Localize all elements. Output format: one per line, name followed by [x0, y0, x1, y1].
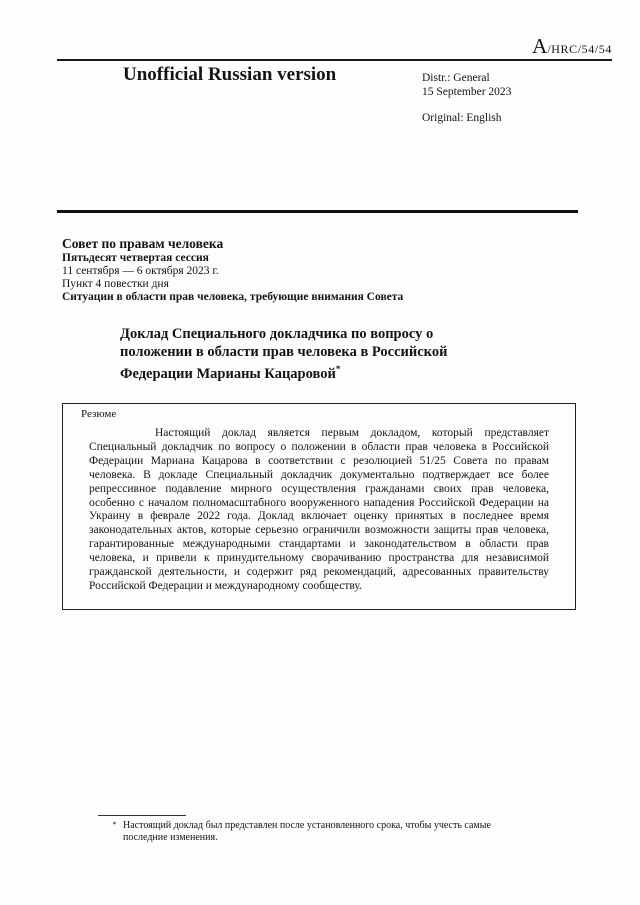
footnote-text: Настоящий доклад был представлен после установленного срока, чтобы учесть самые последние изменения.: [123, 820, 491, 843]
summary-paragraph: Настоящий доклад является первым докладом, который представляет Специальный докладчик по вопросу о положении в области прав человека в Российской Федерации Мариана Кацарова в соответствии с резолюцией 51/25 Совета по правам человека. В докладе Специальный докладчик документально подтверждает все более репрессивное подавление мирного осуществления гражданами своих прав человека, особенно с началом полномасштабного вооруженного нападения Российской Федерации на Украину в феврале 2022 года. Доклад включает оценку принятых в последнее время законодательных актов, которые серьезно ограничили возможности защиты прав человека, гарантированные международными стандартами и законодательством в области прав человека, и привели к принудительному сворачиванию пространства для независимой гражданской деятельности, и содержит ряд рекомендаций, адресованных правительству Российской Федерации и международному сообществу.: [89, 427, 549, 592]
distribution-date: 15 September 2023: [422, 85, 512, 98]
document-symbol: [532, 34, 612, 59]
distribution-type: Distr.: General: [422, 72, 490, 84]
footnote-divider-line: [98, 815, 186, 816]
document-symbol-rest: /HRC/54/54: [547, 42, 612, 56]
report-title-text: Доклад Специального докладчика по вопросу о положении в области прав человека в Российской Федерации Марианы Кацаровой: [120, 326, 448, 382]
council-name: Совет по правам человека: [62, 236, 224, 251]
session-dates: 11 сентября — 6 октября 2023 г.: [62, 265, 219, 277]
footnote-marker: *: [112, 820, 117, 829]
original-language: Original: English: [422, 112, 502, 124]
title-footnote-marker: *: [335, 364, 341, 374]
section-divider-line: [57, 210, 578, 213]
summary-label: Резюме: [81, 408, 117, 420]
session-number: Пятьдесят четвертая сессия: [62, 252, 209, 264]
footnote: [106, 820, 522, 844]
agenda-item-title: Ситуации в области прав человека, требующие внимания Совета: [62, 291, 404, 303]
unofficial-version-heading: Unofficial Russian version: [123, 64, 337, 85]
document-symbol-prefix: A: [532, 34, 548, 58]
distribution-block: [422, 72, 511, 99]
session-info: [62, 236, 542, 304]
header-divider-line: [57, 59, 612, 61]
summary-box: [62, 403, 576, 610]
agenda-item: Пункт 4 повестки дня: [62, 278, 169, 290]
report-title: [120, 326, 498, 383]
